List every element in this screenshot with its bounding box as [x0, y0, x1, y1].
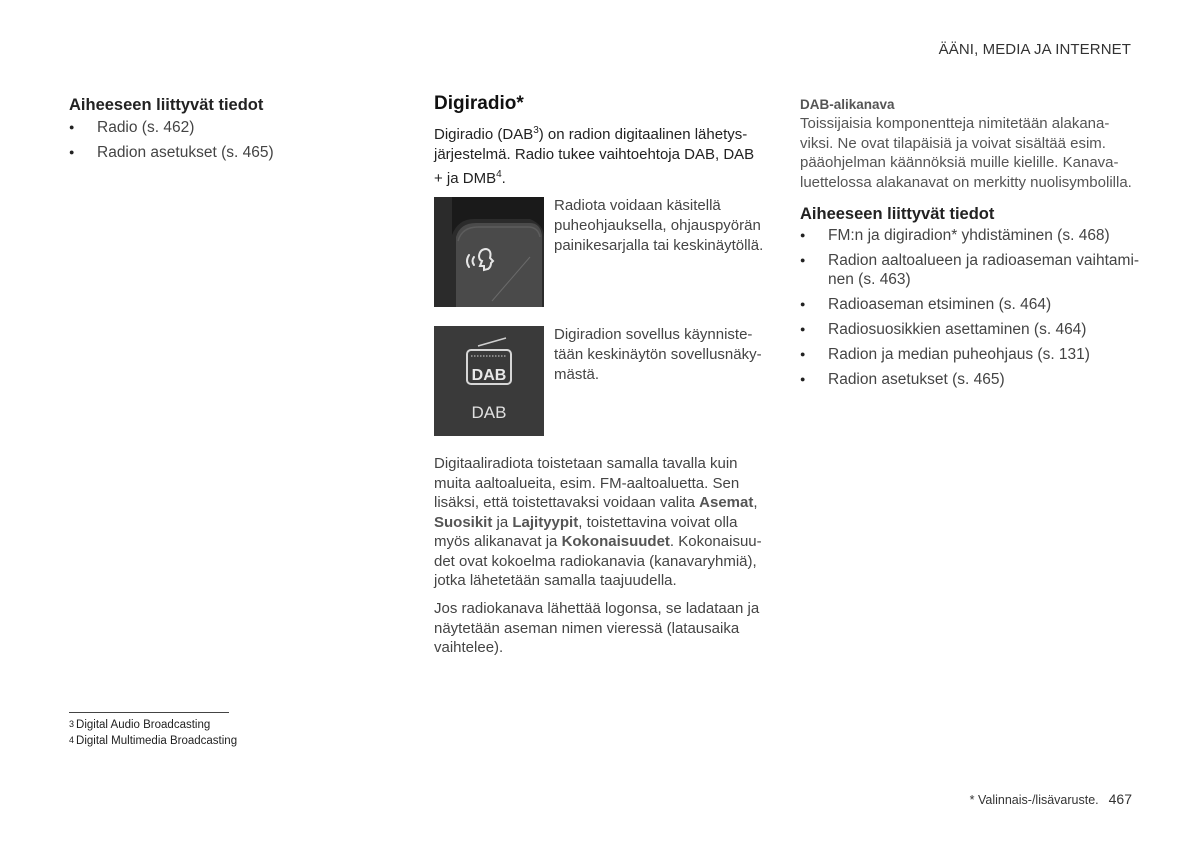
related-link[interactable]: ● Radion asetukset (s. 465): [800, 370, 1140, 389]
intro-text: + ja DMB: [434, 170, 497, 187]
footnotes: [69, 717, 237, 748]
optional-equipment-note: * Valinnais-/lisävaruste.: [969, 793, 1099, 807]
footnote-ref[interactable]: 3: [533, 125, 539, 136]
footnote-number: 3: [69, 719, 75, 729]
intro-text: ) on radion digitaalinen lähetys-: [538, 126, 748, 143]
related-link[interactable]: ● Radion aaltoalueen ja radioaseman vaihtami- nen (s. 463): [800, 251, 1140, 289]
body-text: ja: [492, 513, 513, 531]
body-text: . Kokonaisuu- det ovat kokoelma radiokanavia (kanavaryhmiä), jotka lähetetään samalla taajuudella.: [434, 533, 762, 589]
section-heading: Digiradio*: [434, 93, 524, 114]
menu-term: Lajityypit: [512, 513, 579, 531]
section-title: ÄÄNI, MEDIA JA INTERNET: [938, 41, 1131, 58]
footnote: [69, 733, 237, 749]
subchannel-paragraph: Toissijaisia komponentteja nimitetään alakana- viksi. Ne ovat tilapäisiä ja voivat sisältää esim. pääohjelman käännöksiä muille kielille. Kanava- luettelossa alakanavat on merkitty nuolisymbolilla.: [800, 115, 1132, 191]
intro-paragraph: [434, 121, 769, 189]
footnote: [69, 717, 237, 733]
body-text: Digitaaliradiota toistetaan samalla tavalla kuin muita aaltoalueita, esim. FM-aaltoaluetta. Sen lisäksi, että toistettavaksi voidaan valita: [434, 455, 740, 511]
menu-term: Asemat: [699, 494, 754, 511]
intro-text: järjestelmä. Radio tukee vaihtoehtoja DAB, DAB: [434, 146, 755, 163]
dab-subchannel-section: [800, 97, 1140, 395]
related-links-list: [69, 118, 369, 162]
footnote-number: 4: [69, 734, 75, 745]
image2-caption: Digiradion sovellus käynniste- tään keskinäytön sovellusnäky- mästä.: [554, 326, 762, 383]
dab-app-label: DAB: [471, 403, 507, 422]
related-link[interactable]: ● Radio (s. 462): [69, 118, 369, 137]
related-info-heading: Aiheeseen liittyvät tiedot: [800, 205, 995, 223]
menu-term: Kokonaisuudet: [561, 533, 670, 550]
page-number: 467: [1108, 791, 1132, 807]
page-footer: [970, 791, 1132, 807]
dab-icon-text: DAB: [471, 367, 507, 384]
footnote-divider: [69, 712, 229, 713]
voice-control-image: [434, 197, 544, 307]
body-text: , toistettavina voivat olla myös alikanavat ja: [434, 513, 738, 550]
logo-paragraph: Jos radiokanava lähettää logonsa, se ladataan ja näytetään aseman nimen vieressä (latausaika vaihtelee).: [434, 600, 760, 656]
related-info-heading: Aiheeseen liittyvät tiedot: [69, 96, 264, 114]
related-links-list: [800, 226, 1140, 389]
intro-text: .: [501, 170, 506, 187]
body-paragraph: [434, 454, 769, 591]
body-text: ,: [753, 494, 758, 511]
intro-text: Digiradio (DAB: [434, 126, 534, 143]
related-link[interactable]: ● Radioaseman etsiminen (s. 464): [800, 295, 1140, 314]
left-related-info: [69, 96, 369, 168]
voice-control-icon: [434, 197, 544, 307]
subchannel-heading: DAB-alikanava: [800, 97, 895, 112]
menu-term: Suosikit: [434, 513, 493, 531]
footnote-text: Digital Multimedia Broadcasting: [76, 734, 238, 747]
related-link[interactable]: ● Radiosuosikkien asettaminen (s. 464): [800, 320, 1140, 339]
related-link[interactable]: ● FM:n ja digiradion* yhdistäminen (s. 468): [800, 226, 1140, 245]
digiradio-section: [434, 93, 769, 189]
footnote-text: Digital Audio Broadcasting: [76, 719, 211, 731]
related-link[interactable]: ● Radion ja median puheohjaus (s. 131): [800, 345, 1140, 364]
image1-caption: Radiota voidaan käsitellä puheohjauksella, ohjauspyörän painikesarjalla tai keskinäytöllä.: [554, 197, 764, 254]
footnote-ref[interactable]: 4: [496, 169, 502, 180]
related-link[interactable]: ● Radion asetukset (s. 465): [69, 143, 369, 162]
dab-app-tile[interactable]: [434, 326, 544, 436]
dab-radio-icon: [434, 326, 544, 436]
